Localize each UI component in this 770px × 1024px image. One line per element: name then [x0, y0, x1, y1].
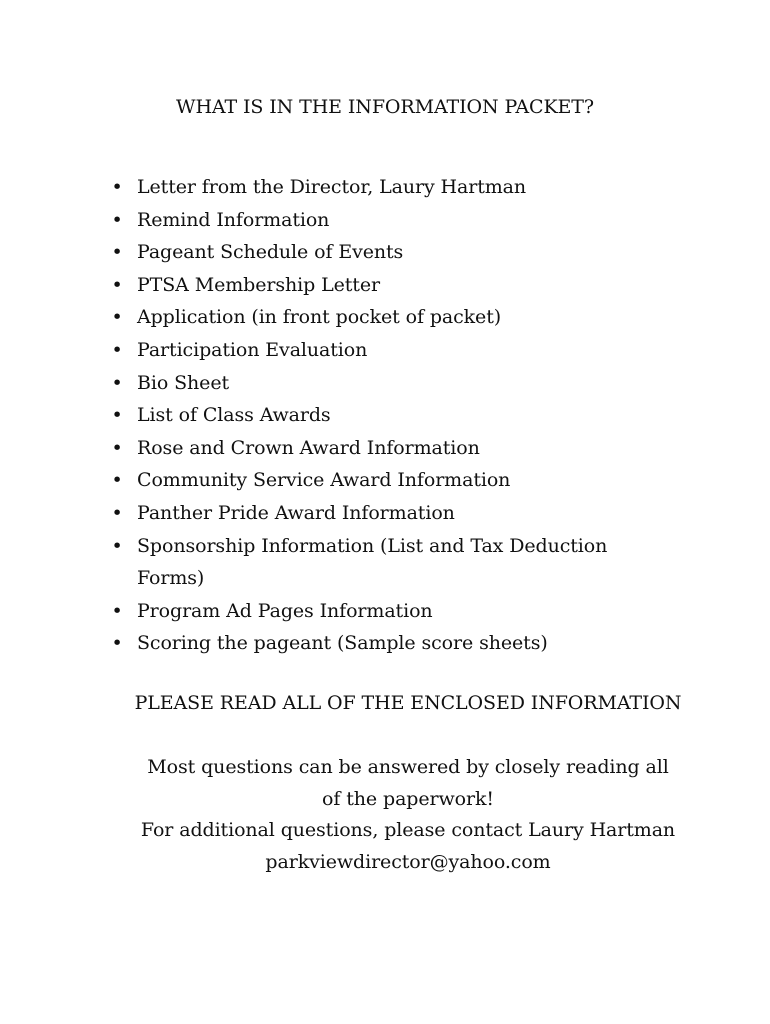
list-item-text: List of Class Awards [137, 404, 331, 427]
footer-line-paperwork: of the paperwork! [322, 787, 494, 810]
bullet-icon: • [111, 208, 123, 231]
bullet-icon: • [111, 241, 123, 264]
bullet-icon: • [111, 436, 123, 459]
bullet-icon: • [111, 273, 123, 296]
list-item [110, 464, 670, 497]
bullet-icon: • [111, 371, 123, 394]
bullet-icon: • [111, 534, 123, 557]
list-item [110, 595, 670, 628]
list-item [110, 269, 670, 302]
list-item-text: Pageant Schedule of Events [137, 241, 404, 264]
bullet-icon: • [111, 338, 123, 361]
list-item [110, 367, 670, 400]
list-item-text: Remind Information [137, 208, 330, 231]
list-item-text: Program Ad Pages Information [137, 599, 433, 622]
list-item [110, 334, 670, 367]
list-item [110, 171, 670, 204]
bullet-icon: • [111, 176, 123, 198]
bullet-icon: • [111, 599, 123, 622]
bullet-icon: • [111, 404, 123, 427]
list-item [110, 497, 670, 530]
contact-email: parkviewdirector@yahoo.com [265, 850, 551, 873]
list-item [110, 627, 670, 660]
bullet-icon: • [111, 632, 123, 655]
list-item [110, 530, 670, 595]
list-item-text: Scoring the pageant (Sample score sheets) [137, 632, 548, 655]
list-item [110, 204, 670, 237]
list-item-text: Bio Sheet [137, 371, 229, 394]
list-item [110, 301, 670, 334]
footer-line-contact: For additional questions, please contact Laury Hartman [140, 819, 676, 841]
list-item-text: Rose and Crown Award Information [137, 436, 480, 459]
contact-footer [0, 752, 770, 878]
list-item-text: Community Service Award Information [137, 469, 511, 492]
list-item-text: Panther Pride Award Information [137, 501, 455, 524]
list-item [110, 432, 670, 465]
list-item [110, 236, 670, 269]
page-title: WHAT IS IN THE INFORMATION PACKET? [176, 96, 594, 118]
list-item [110, 399, 670, 432]
bullet-icon: • [111, 501, 123, 524]
list-item-text: Participation Evaluation [137, 338, 368, 361]
bullet-icon: • [111, 306, 123, 329]
footer-line-questions: Most questions can be answered by closely reading all [147, 756, 669, 778]
packet-contents-list [110, 171, 670, 660]
bullet-icon: • [111, 469, 123, 492]
list-item-text: PTSA Membership Letter [137, 273, 380, 296]
list-item-text: Sponsorship Information (List and Tax Deduction Forms) [137, 534, 608, 590]
list-item-text: Application (in front pocket of packet) [137, 306, 502, 329]
read-all-notice: PLEASE READ ALL OF THE ENCLOSED INFORMATION [134, 692, 682, 714]
list-item-text: Letter from the Director, Laury Hartman [137, 176, 527, 198]
